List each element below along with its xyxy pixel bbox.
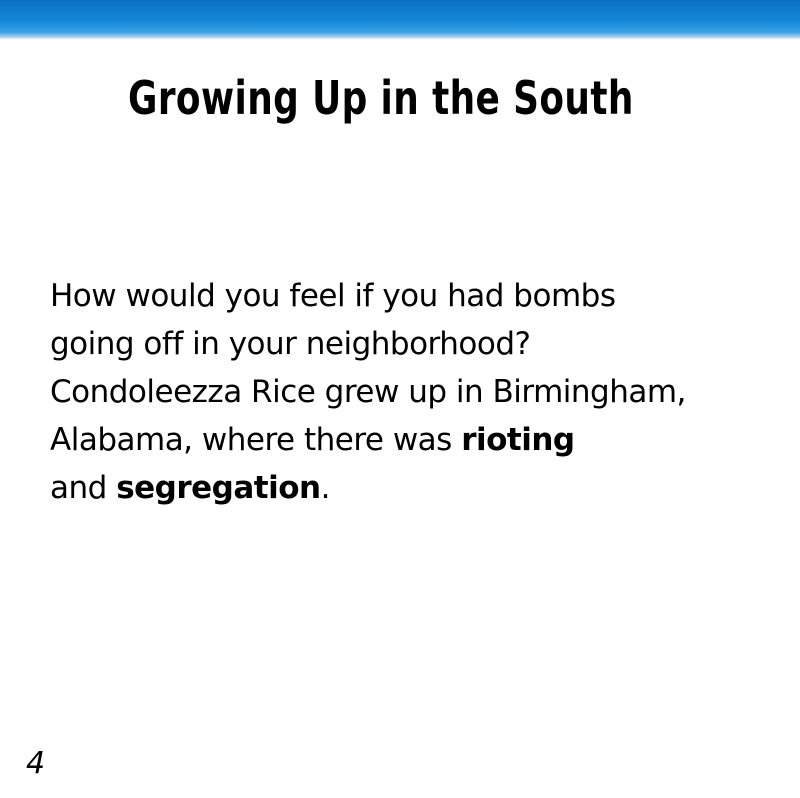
glossary-term-rioting: rioting <box>461 422 575 458</box>
body-line-2: going off in your neighborhood? <box>50 326 531 362</box>
body-line-4-text: Alabama, where there was <box>50 422 462 458</box>
header-color-band <box>0 0 800 38</box>
body-line-3: Condoleezza Rice grew up in Birmingham, <box>50 374 686 410</box>
body-line-1: How would you feel if you had bombs <box>50 278 616 314</box>
body-line-4 <box>50 416 770 464</box>
header-band-shadow <box>0 36 800 40</box>
body-paragraph <box>50 272 770 512</box>
body-line-5-end: . <box>320 470 330 506</box>
glossary-term-segregation: segregation <box>116 470 321 506</box>
page-number: 4 <box>26 746 46 781</box>
page-title: Growing Up in the South <box>128 71 634 125</box>
body-line-5-text: and <box>50 470 117 506</box>
body-line-5 <box>50 464 770 512</box>
